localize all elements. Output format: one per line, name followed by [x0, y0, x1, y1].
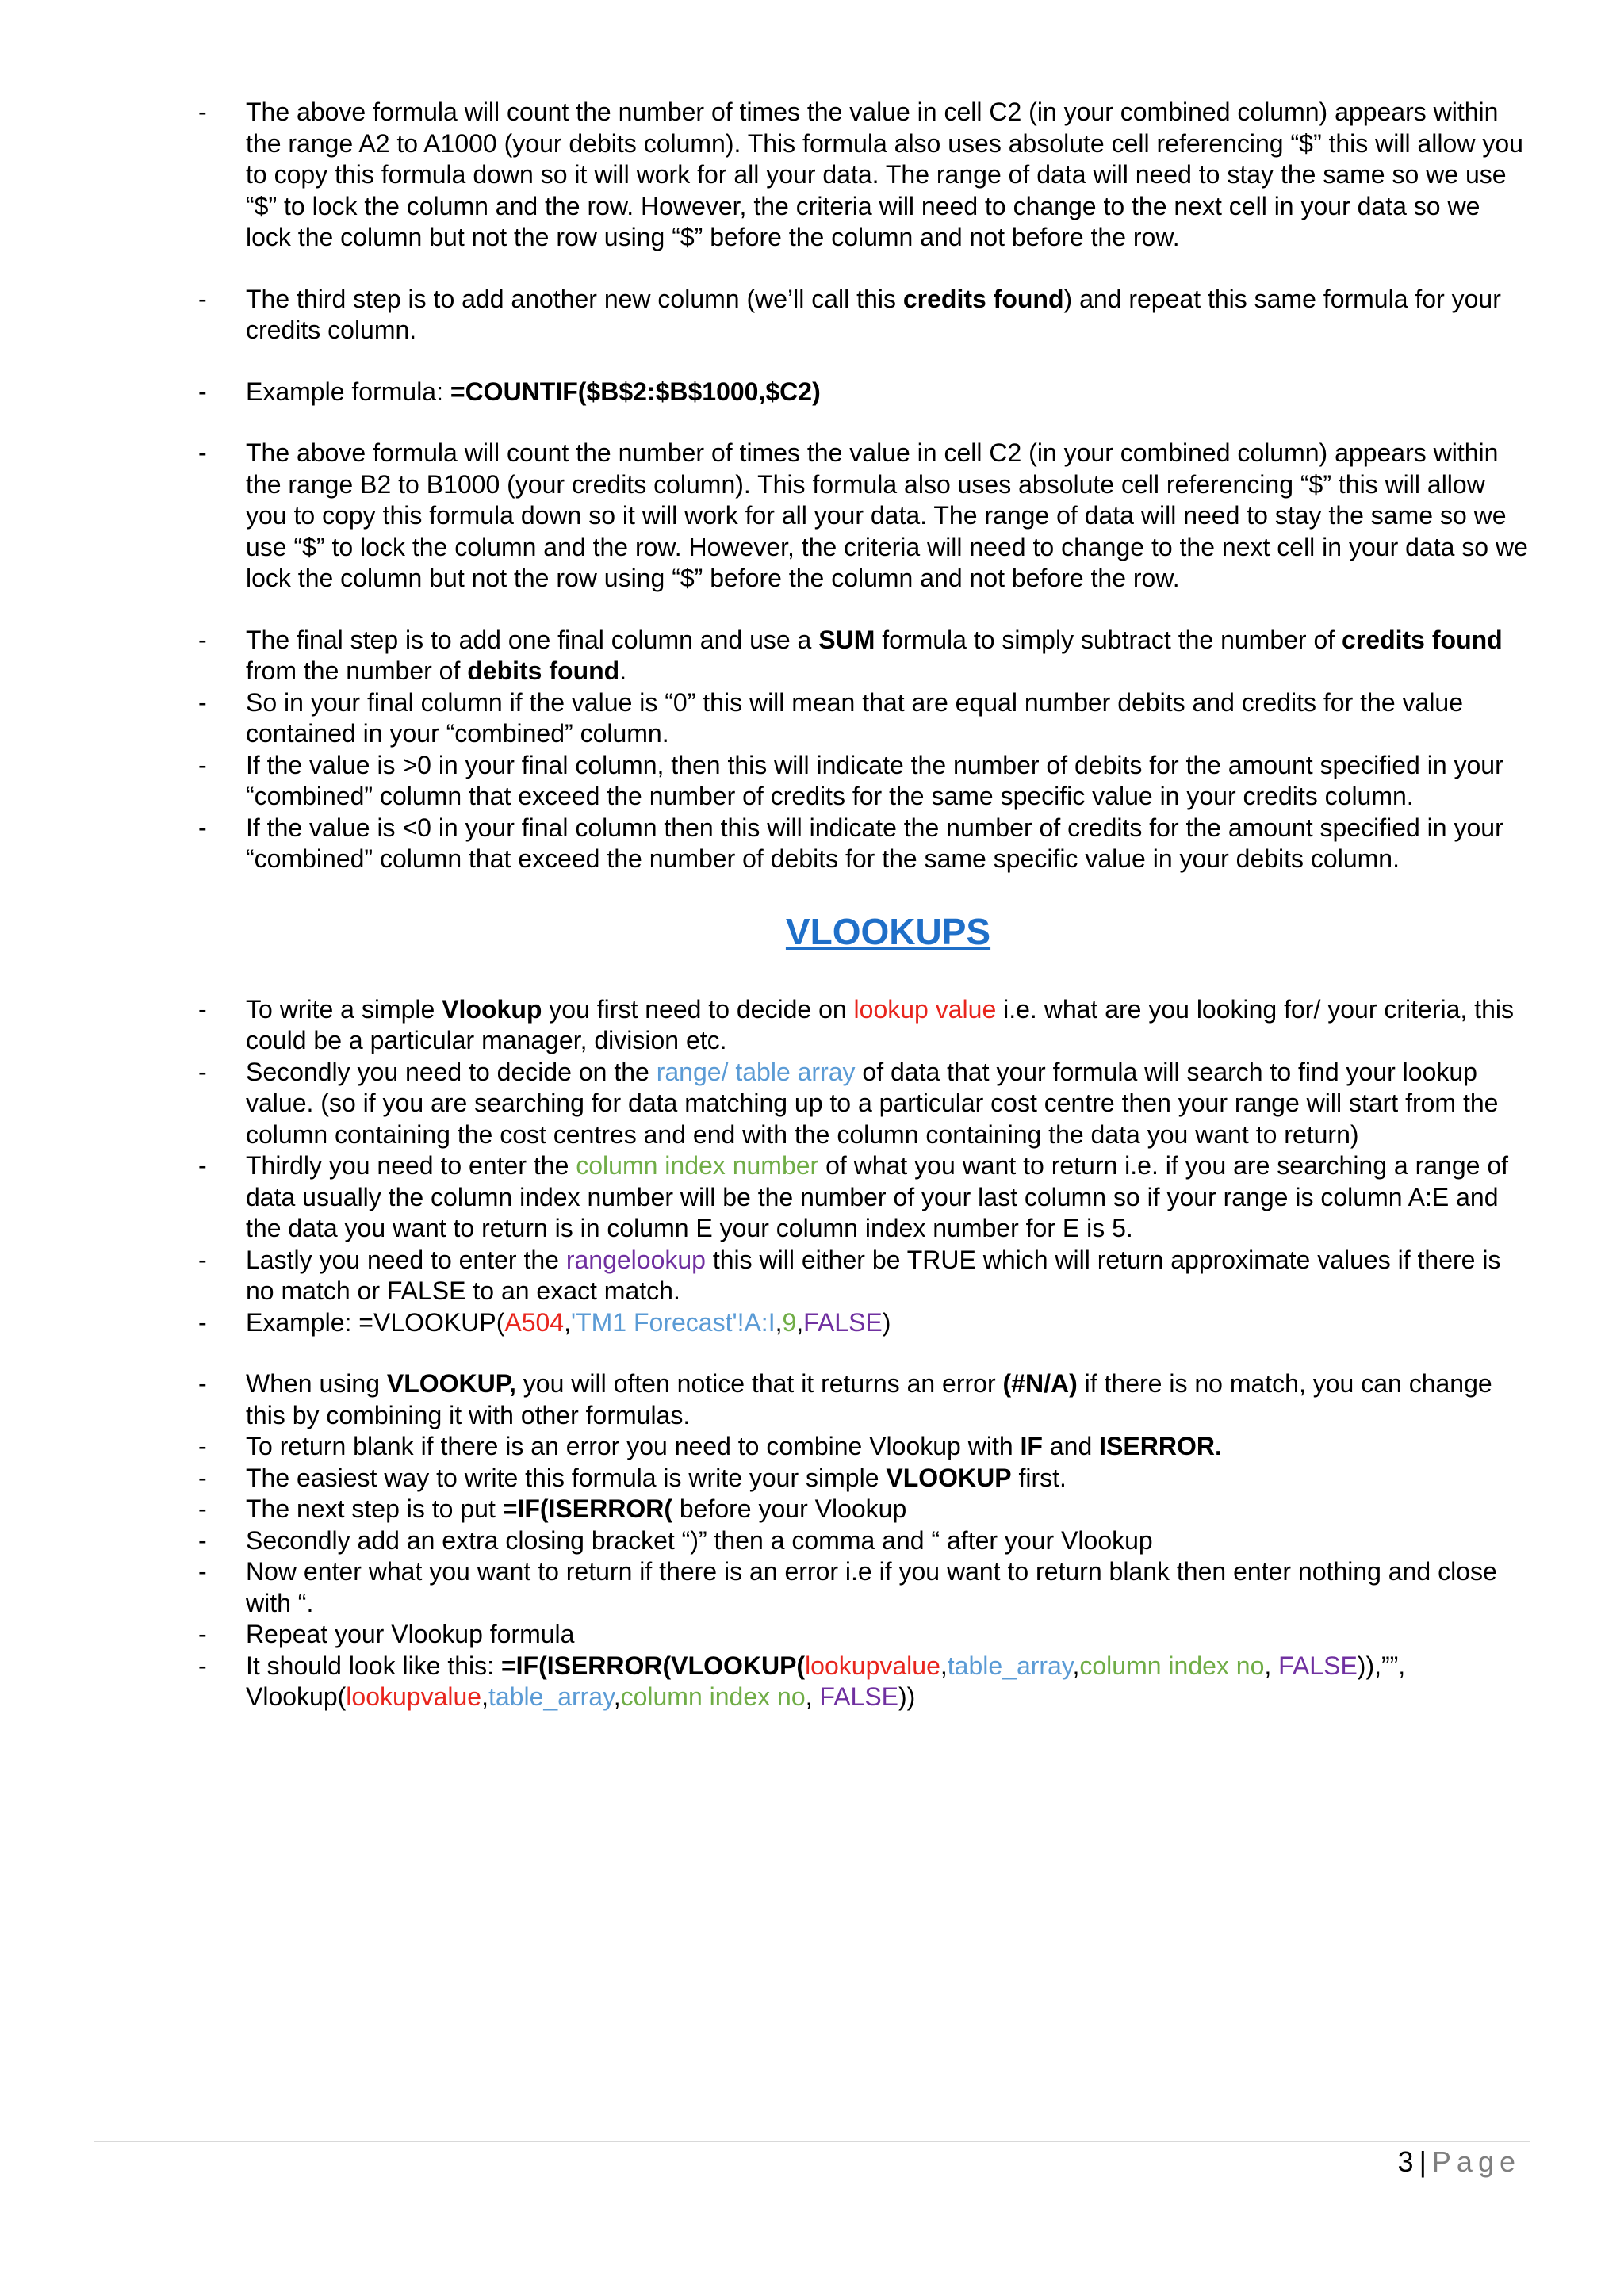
text-run: , — [775, 1307, 783, 1337]
page-label: Page — [1431, 2145, 1521, 2178]
text-run: ) — [882, 1307, 891, 1337]
text-run: formula to simply subtract the number of — [875, 625, 1342, 654]
bullet-dash: - — [198, 377, 207, 406]
list-item — [198, 750, 1530, 813]
list-group — [198, 625, 1530, 875]
list-item — [198, 438, 1530, 595]
text-run: of data that your formula will search to find your lookup value. (so if you are searching for data matching up to a particular cost centre then your range will start from the column containing the cost centres and end with the column containing the data you want to return) — [246, 1057, 1499, 1149]
text-run: , — [805, 1682, 820, 1711]
table-array-text: 'TM1 Forecast'!A:I — [570, 1307, 776, 1337]
list-item — [198, 377, 1530, 408]
list-item — [198, 1057, 1530, 1151]
column-index-text: 9 — [782, 1307, 797, 1337]
list-item — [198, 1619, 1530, 1651]
paragraph-text: Secondly add an extra closing bracket “)” then a comma and “ after your Vlookup — [246, 1525, 1153, 1555]
bullet-dash: - — [198, 625, 207, 654]
footer-separator: | — [1419, 2145, 1427, 2178]
paragraph-text: If the value is <0 in your final column then this will indicate the number of credits for the amount specified in your “combined” column that exceed the number of debits for the same specific value in your debits column. — [246, 813, 1503, 873]
bullet-dash: - — [198, 1057, 207, 1086]
text-run: if there is no match, you can change this by combining it with other formulas. — [246, 1369, 1492, 1429]
section-heading: VLOOKUPS — [785, 910, 991, 952]
list-item — [198, 1245, 1530, 1307]
text-run: Lastly you need to enter the — [246, 1245, 566, 1274]
bullet-dash: - — [198, 438, 207, 467]
text-run: The easiest way to write this formula is write your simple — [246, 1463, 887, 1492]
text-run: ) and repeat this same formula for your credits column. — [246, 284, 1501, 344]
text-run: Secondly you need to decide on the — [246, 1057, 657, 1086]
text-run: , — [564, 1307, 571, 1337]
paragraph-text: If the value is >0 in your final column, then this will indicate the number of debits for the amount specified in your “combined” column that exceed the number of credits for the same specific value in your credits column. — [246, 750, 1503, 810]
list-item — [198, 1431, 1530, 1463]
bullet-dash: - — [198, 1620, 207, 1648]
bullet-dash: - — [198, 1557, 207, 1586]
column-index-text: column index no — [1079, 1651, 1265, 1680]
range-lookup-text: rangelookup — [565, 1245, 706, 1274]
list-item — [198, 1150, 1530, 1245]
paragraph-text: Now enter what you want to return if there is an error i.e if you want to return blank then enter nothing and close with “. — [246, 1557, 1497, 1617]
bullet-dash: - — [198, 1245, 207, 1274]
bold-text: debits found — [467, 656, 620, 685]
bullet-dash: - — [198, 994, 207, 1024]
text-run: first. — [1011, 1463, 1067, 1492]
bold-text: ISERROR. — [1099, 1432, 1222, 1460]
bold-text: =IF(ISERROR( — [502, 1494, 672, 1523]
text-run: Example formula: — [246, 377, 450, 406]
bold-text: Vlookup — [442, 994, 542, 1024]
text-run: i.e. what are you looking for/ your criteria, this could be a particular manager, division etc. — [246, 994, 1514, 1054]
range-lookup-text: FALSE — [803, 1307, 883, 1337]
bold-text: SUM — [818, 625, 875, 654]
bullet-dash: - — [198, 1494, 207, 1523]
column-index-text: column index number — [576, 1151, 819, 1180]
text-run: you first need to decide on — [542, 994, 854, 1024]
text-run: , — [1072, 1651, 1080, 1680]
footer-divider — [94, 2141, 1530, 2142]
table-array-text: table_array — [488, 1682, 614, 1711]
bullet-dash: - — [198, 1525, 207, 1555]
bold-text: IF — [1020, 1432, 1043, 1460]
text-run: It should look like this: — [246, 1651, 501, 1680]
range-lookup-text: FALSE — [1278, 1651, 1358, 1680]
bold-text: credits found — [902, 284, 1064, 313]
list-item — [198, 687, 1530, 750]
lookup-value-text: lookupvalue — [805, 1651, 940, 1680]
list-item — [198, 994, 1530, 1057]
text-run: To write a simple — [246, 994, 442, 1024]
text-run: you will often notice that it returns an error — [515, 1369, 1003, 1398]
list-item — [198, 97, 1530, 254]
list-item — [198, 1556, 1530, 1619]
bullet-dash: - — [198, 1307, 207, 1337]
text-run: , — [481, 1682, 488, 1711]
text-run: When using — [246, 1369, 387, 1398]
text-run: from the number of — [246, 656, 468, 685]
list-item — [198, 1463, 1530, 1494]
list-item — [198, 1525, 1530, 1557]
paragraph-text: Repeat your Vlookup formula — [246, 1620, 575, 1648]
list-item — [198, 284, 1530, 346]
page-footer — [1398, 2145, 1521, 2179]
text-run: The next step is to put — [246, 1494, 503, 1523]
bold-text: VLOOKUP, — [386, 1369, 516, 1398]
bold-text: credits found — [1342, 625, 1503, 654]
text-run: , — [1264, 1651, 1279, 1680]
range-lookup-text: FALSE — [819, 1682, 899, 1711]
bullet-dash: - — [198, 1432, 207, 1460]
column-index-text: column index no — [620, 1682, 806, 1711]
bullet-dash: - — [198, 687, 207, 717]
text-run: . — [619, 656, 627, 685]
list-item — [198, 625, 1530, 687]
paragraph-text: So in your final column if the value is “0” this will mean that are equal number debits and credits for the value contained in your “combined” column. — [246, 687, 1464, 748]
table-array-text: table_array — [947, 1651, 1073, 1680]
bullet-dash: - — [198, 98, 207, 126]
list-item — [198, 1494, 1530, 1525]
bullet-dash: - — [198, 813, 207, 842]
paragraph-text: The above formula will count the number of times the value in cell C2 (in your combined column) appears within the range B2 to B1000 (your credits column). This formula also uses absolute cell referencing “$” this will allow you to copy this formula down so it will work for all your data. The range of data will need to stay the same so we use “$” to lock the column and the row. However, the criteria will need to change to the next cell in your data so we lock the column but not the row using “$” before the column and not before the row. — [246, 438, 1528, 592]
text-run: , — [940, 1651, 948, 1680]
list-item — [198, 1368, 1530, 1431]
text-run: The third step is to add another new column (we’ll call this — [246, 284, 903, 313]
text-run: Thirdly you need to enter the — [246, 1151, 576, 1180]
text-run: )),””, Vlookup( — [246, 1651, 1406, 1711]
text-run: , — [613, 1682, 621, 1711]
list-group — [198, 1368, 1530, 1713]
page-number: 3 — [1397, 2145, 1415, 2178]
bullet-dash: - — [198, 750, 207, 779]
paragraph-text: The above formula will count the number of times the value in cell C2 (in your combined column) appears within the range A2 to A1000 (your debits column). This formula also uses absolute cell referencing “$” this will allow you to copy this formula down so it will work for all your data. The range of data will need to stay the same so we use “$” to lock the column and the row. However, the criteria will need to change to the next cell in your data so we lock the column but not the row using “$” before the column and not before the row. — [246, 98, 1523, 251]
lookup-value-text: lookupvalue — [346, 1682, 482, 1711]
list-item — [198, 813, 1530, 875]
list-item — [198, 1651, 1530, 1713]
bullet-dash: - — [198, 1651, 207, 1680]
text-run: )) — [898, 1682, 916, 1711]
text-run: this will either be TRUE which will return approximate values if there is no match or FALSE to an exact match. — [246, 1245, 1501, 1305]
lookup-value-text: lookup value — [853, 994, 997, 1024]
text-run: of what you want to return i.e. if you are searching a range of data usually the column index number will be the number of your last column so if your range is column A:E and the data you want to return is in column E your column index number for E is 5. — [246, 1151, 1509, 1242]
text-run: The final step is to add one final column and use a — [246, 625, 819, 654]
table-array-text: range/ table array — [656, 1057, 856, 1086]
lookup-value-text: A504 — [504, 1307, 565, 1337]
bold-text: (#N/A) — [1002, 1369, 1078, 1398]
bullet-dash: - — [198, 1463, 207, 1492]
formula-text: =COUNTIF($B$2:$B$1000,$C2) — [450, 377, 821, 406]
bullet-dash: - — [198, 1369, 207, 1398]
text-run: To return blank if there is an error you need to combine Vlookup with — [246, 1432, 1021, 1460]
text-run: , — [796, 1307, 804, 1337]
bullet-dash: - — [198, 1151, 207, 1180]
bold-text: VLOOKUP — [886, 1463, 1012, 1492]
bold-text: =IF(ISERROR(VLOOKUP( — [500, 1651, 806, 1680]
bullet-dash: - — [198, 284, 207, 313]
text-run: Example: =VLOOKUP( — [246, 1307, 505, 1337]
list-item — [198, 1307, 1530, 1339]
text-run: before your Vlookup — [672, 1494, 907, 1523]
page-content — [198, 97, 1530, 1713]
text-run: and — [1042, 1432, 1100, 1460]
list-group — [198, 994, 1530, 1339]
